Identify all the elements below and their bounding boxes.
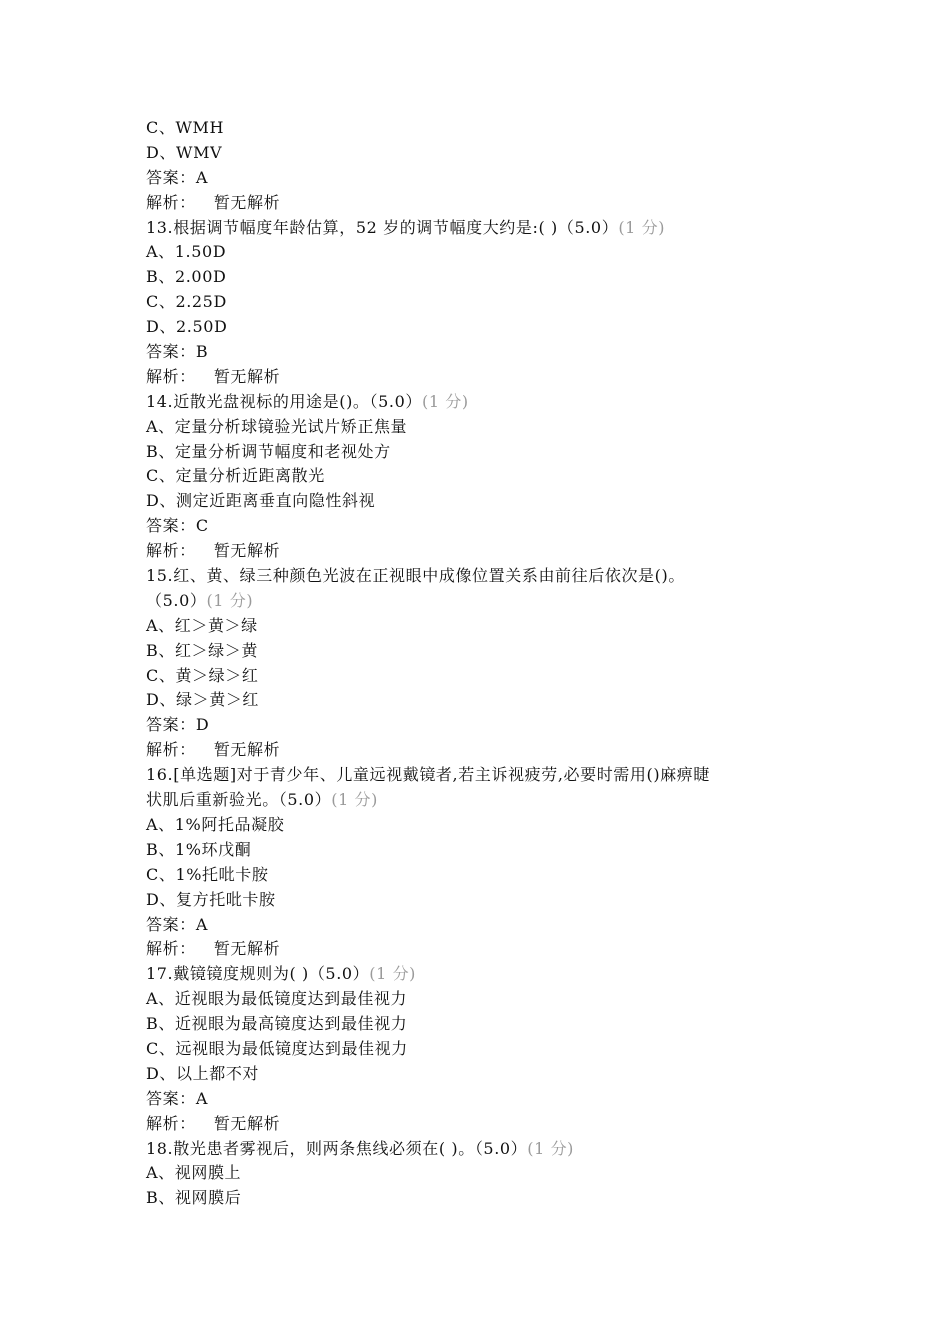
- option-line: [146, 614, 826, 639]
- question-line: [146, 390, 826, 415]
- analysis-label: 解析：: [146, 740, 196, 760]
- question-line: [146, 962, 826, 987]
- option-text: B、近视眼为最高镜度达到最佳视力: [146, 1014, 408, 1034]
- question-text: 18.散光患者雾视后，则两条焦线必须在( )。（5.0）: [146, 1138, 528, 1158]
- analysis-value: 暂无解析: [213, 366, 281, 386]
- analysis-line: [146, 365, 826, 390]
- option-text: D、以上都不对: [146, 1063, 260, 1083]
- option-text: A、1%阿托品凝胶: [146, 814, 285, 834]
- analysis-line: [146, 937, 826, 962]
- answer-line: [146, 340, 826, 365]
- option-text: C、黄＞绿＞红: [146, 665, 259, 685]
- answer-label: 答案：: [146, 914, 196, 934]
- option-text: B、2.00D: [146, 267, 227, 287]
- analysis-value: 暂无解析: [213, 541, 281, 561]
- analysis-label: 解析：: [146, 366, 196, 386]
- option-text: C、远视眼为最低镜度达到最佳视力: [146, 1038, 408, 1058]
- option-line: [146, 141, 826, 166]
- option-line: [146, 639, 826, 664]
- answer-value: A: [195, 1088, 208, 1108]
- answer-value: B: [195, 342, 209, 362]
- question-text: 状肌后重新验光。（5.0）: [146, 790, 332, 810]
- option-line: [146, 240, 826, 265]
- question-line: [146, 589, 826, 614]
- option-line: [146, 1037, 826, 1062]
- option-line: [146, 440, 826, 465]
- analysis-line: [146, 539, 826, 564]
- option-line: [146, 1186, 826, 1211]
- option-text: A、红＞黄＞绿: [146, 615, 258, 635]
- answer-label: 答案：: [146, 342, 196, 362]
- option-text: D、绿＞黄＞红: [146, 690, 260, 710]
- answer-value: A: [195, 914, 208, 934]
- option-text: D、WMV: [146, 142, 223, 162]
- analysis-label: 解析：: [146, 541, 196, 561]
- analysis-label: 解析：: [146, 1113, 196, 1133]
- question-text: （5.0）: [146, 590, 207, 610]
- option-text: C、1%托吡卡胺: [146, 864, 269, 884]
- question-line: [146, 1137, 826, 1162]
- analysis-line: [146, 1112, 826, 1137]
- option-line: [146, 415, 826, 440]
- answer-line: [146, 166, 826, 191]
- score-label: (1 分): [527, 1138, 575, 1158]
- option-text: D、2.50D: [146, 317, 228, 337]
- option-line: [146, 290, 826, 315]
- option-text: D、复方托吡卡胺: [146, 889, 276, 909]
- score-label: (1 分): [206, 590, 254, 610]
- question-text: 13.根据调节幅度年龄估算，52 岁的调节幅度大约是:( )（5.0）: [146, 217, 619, 237]
- option-text: C、2.25D: [146, 292, 227, 312]
- option-line: [146, 838, 826, 863]
- answer-value: A: [195, 167, 208, 187]
- option-line: [146, 863, 826, 888]
- answer-line: [146, 514, 826, 539]
- answer-label: 答案：: [146, 167, 196, 187]
- option-text: B、视网膜后: [146, 1188, 242, 1208]
- analysis-label: 解析：: [146, 192, 196, 212]
- question-text: 17.戴镜镜度规则为( )（5.0）: [146, 964, 370, 984]
- option-line: [146, 987, 826, 1012]
- option-text: C、定量分析近距离散光: [146, 466, 325, 486]
- option-line: [146, 664, 826, 689]
- option-text: A、定量分析球镜验光试片矫正焦量: [146, 416, 408, 436]
- option-text: B、红＞绿＞黄: [146, 640, 258, 660]
- analysis-value: 暂无解析: [213, 939, 281, 959]
- option-line: [146, 1012, 826, 1037]
- answer-value: D: [195, 715, 210, 735]
- analysis-line: [146, 191, 826, 216]
- question-text: 14.近散光盘视标的用途是()。（5.0）: [146, 391, 422, 411]
- option-text: D、测定近距离垂直向隐性斜视: [146, 491, 376, 511]
- analysis-value: 暂无解析: [213, 192, 281, 212]
- question-text: 16.[单选题]对于青少年、儿童远视戴镜者,若主诉视疲劳,必要时需用()麻痹睫: [146, 765, 710, 785]
- question-line: [146, 564, 826, 589]
- option-text: A、近视眼为最低镜度达到最佳视力: [146, 989, 408, 1009]
- answer-value: C: [195, 516, 209, 536]
- answer-label: 答案：: [146, 516, 196, 536]
- option-line: [146, 265, 826, 290]
- option-text: B、定量分析调节幅度和老视处方: [146, 441, 391, 461]
- option-line: [146, 888, 826, 913]
- answer-label: 答案：: [146, 715, 196, 735]
- score-label: (1 分): [331, 790, 378, 810]
- score-label: (1 分): [421, 391, 469, 411]
- answer-line: [146, 1087, 826, 1112]
- analysis-label: 解析：: [146, 939, 196, 959]
- option-line: [146, 464, 826, 489]
- option-line: [146, 688, 826, 713]
- answer-line: [146, 913, 826, 938]
- option-line: [146, 489, 826, 514]
- answer-line: [146, 713, 826, 738]
- analysis-value: 暂无解析: [213, 740, 281, 760]
- answer-label: 答案：: [146, 1088, 196, 1108]
- question-line: [146, 763, 826, 788]
- option-text: B、1%环戊酮: [146, 839, 252, 859]
- score-label: (1 分): [369, 964, 417, 984]
- question-line: [146, 788, 826, 813]
- option-line: [146, 315, 826, 340]
- question-text: 15.红、黄、绿三种颜色光波在正视眼中成像位置关系由前往后依次是()。: [146, 566, 685, 586]
- option-text: A、1.50D: [146, 242, 227, 262]
- option-line: [146, 1161, 826, 1186]
- option-line: [146, 813, 826, 838]
- analysis-line: [146, 738, 826, 763]
- option-line: [146, 1062, 826, 1087]
- option-line: [146, 116, 826, 141]
- score-label: (1 分): [618, 217, 666, 237]
- option-text: A、视网膜上: [146, 1163, 242, 1183]
- question-line: [146, 216, 826, 241]
- analysis-value: 暂无解析: [213, 1113, 281, 1133]
- option-text: C、WMH: [146, 118, 225, 137]
- document-body: [146, 116, 826, 1211]
